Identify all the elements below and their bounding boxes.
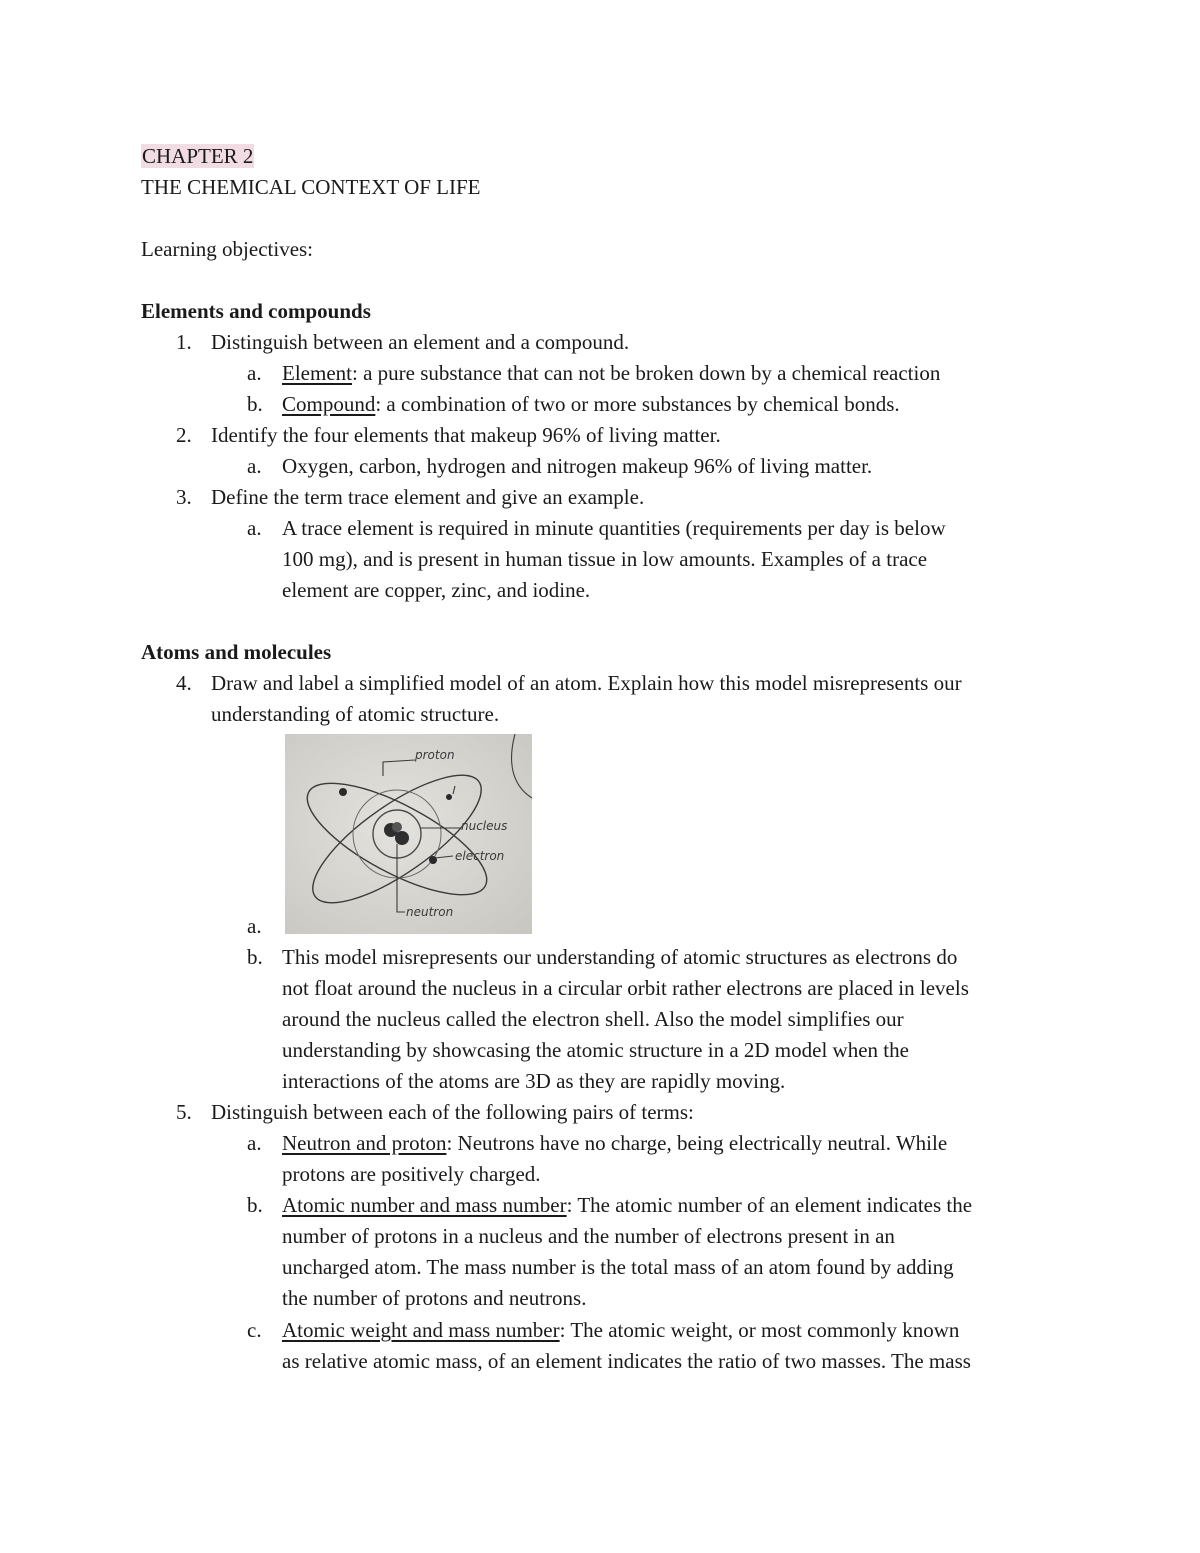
- objective-4b-line4: understanding by showcasing the atomic structure in a 2D model when the: [282, 1038, 909, 1062]
- atom-model-photo: [285, 734, 532, 934]
- chapter-number: [141, 141, 254, 172]
- objective-5a-line1: Neutron and proton: Neutrons have no charge, being electrically neutral. While: [282, 1131, 948, 1155]
- objective-4b-line3: around the nucleus called the electron shell. Also the model simplifies our: [282, 1007, 904, 1031]
- list-letter: a.: [247, 914, 262, 938]
- objective-5b-line3: uncharged atom. The mass number is the total mass of an atom found by adding: [282, 1255, 954, 1279]
- nucleus-particle: [395, 831, 409, 845]
- term-atomic-weight-mass-number: Atomic weight and mass number: [282, 1318, 560, 1342]
- list-letter: b.: [247, 392, 263, 416]
- paper-background: [285, 734, 532, 934]
- chapter-title: THE CHEMICAL CONTEXT OF LIFE: [141, 175, 481, 199]
- label-nucleus: nucleus: [461, 819, 508, 833]
- list-number: 3.: [176, 485, 192, 509]
- list-number: 5.: [176, 1100, 192, 1124]
- list-number: 4.: [176, 671, 192, 695]
- electron-dot: [339, 788, 347, 796]
- list-letter: a.: [247, 1131, 262, 1155]
- objective-5-text: Distinguish between each of the following pairs of terms:: [211, 1100, 694, 1124]
- objective-4-line2: understanding of atomic structure.: [211, 702, 500, 726]
- list-number: 1.: [176, 330, 192, 354]
- nucleus-particle: [392, 822, 402, 832]
- objective-4-line1: Draw and label a simplified model of an atom. Explain how this model misrepresents our: [211, 671, 962, 695]
- objective-1a-text: Element: a pure substance that can not be broken down by a chemical reaction: [282, 361, 941, 385]
- list-letter: b.: [247, 1193, 263, 1217]
- chapter-highlight: CHAPTER 2: [142, 144, 254, 168]
- label-proton: proton: [415, 748, 455, 762]
- objective-3a-line1: A trace element is required in minute quantities (requirements per day is below: [282, 516, 946, 540]
- label-neutron: neutron: [406, 905, 454, 919]
- term-neutron-proton: Neutron and proton: [282, 1131, 447, 1155]
- objectives-label: Learning objectives:: [141, 237, 314, 261]
- section-heading-atoms: Atoms and molecules: [141, 640, 332, 664]
- objective-1-text: Distinguish between an element and a compound.: [211, 330, 630, 354]
- objective-3a-line2: 100 mg), and is present in human tissue in low amounts. Examples of a trace: [282, 547, 928, 571]
- objective-4b-line2: not float around the nucleus in a circular orbit rather electrons are placed in levels: [282, 976, 969, 1000]
- list-number: 2.: [176, 423, 192, 447]
- objective-2-text: Identify the four elements that makeup 96% of living matter.: [211, 423, 721, 447]
- term-atomic-mass-number: Atomic number and mass number: [282, 1193, 567, 1217]
- objective-3a-line3: element are copper, zinc, and iodine.: [282, 578, 591, 602]
- term-compound: Compound: [282, 392, 376, 416]
- objective-5b-line4: the number of protons and neutrons.: [282, 1286, 587, 1310]
- objective-5c-line2: as relative atomic mass, of an element indicates the ratio of two masses. The mass: [282, 1349, 971, 1373]
- objective-5c-line1: Atomic weight and mass number: The atomic weight, or most commonly known: [282, 1318, 960, 1342]
- list-letter: c.: [247, 1318, 262, 1342]
- objective-5a-line2: protons are positively charged.: [282, 1162, 541, 1186]
- objective-4b-line1: This model misrepresents our understanding of atomic structures as electrons do: [282, 945, 958, 969]
- electron-dot: [446, 794, 452, 800]
- label-electron: electron: [455, 849, 505, 863]
- list-letter: a.: [247, 516, 262, 540]
- atom-sketch-drawing: [285, 734, 532, 934]
- term-element: Element: [282, 361, 352, 385]
- electron-dot: [429, 856, 437, 864]
- list-letter: b.: [247, 945, 263, 969]
- objective-1b-text: Compound: a combination of two or more substances by chemical bonds.: [282, 392, 900, 416]
- objective-5b-line2: number of protons in a nucleus and the number of electrons present in an: [282, 1224, 895, 1248]
- list-letter: a.: [247, 361, 262, 385]
- objective-4b-line5: interactions of the atoms are 3D as they are rapidly moving.: [282, 1069, 786, 1093]
- list-letter: a.: [247, 454, 262, 478]
- objective-5b-line1: Atomic number and mass number: The atomic number of an element indicates the: [282, 1193, 973, 1217]
- objective-3-text: Define the term trace element and give an example.: [211, 485, 645, 509]
- section-heading-elements: Elements and compounds: [141, 299, 371, 323]
- objective-2a-text: Oxygen, carbon, hydrogen and nitrogen makeup 96% of living matter.: [282, 454, 873, 478]
